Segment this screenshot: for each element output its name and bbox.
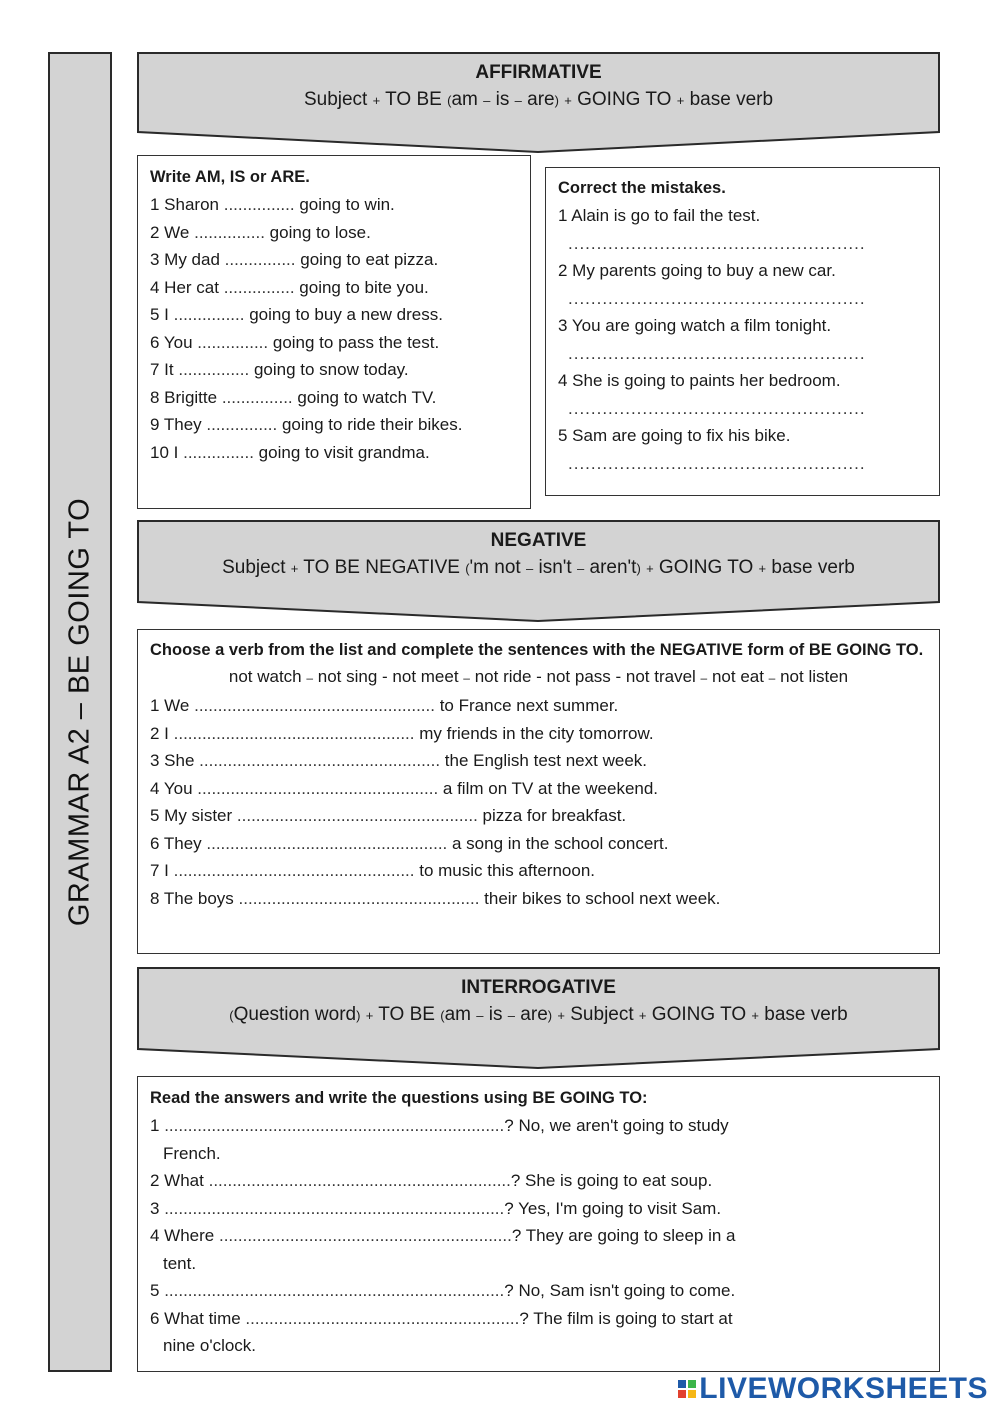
list-item: 10 I ............... going to visit grandma.: [150, 442, 430, 462]
negative-formula: Subject + TO BE NEGATIVE ('m not – isn't – aren't) + GOING TO + base verb: [222, 557, 855, 578]
list-item: 1 We ................................................... to France next summer.: [150, 696, 619, 715]
liveworksheets-logo: [678, 1372, 988, 1406]
verb-list: not watch – not sing - not meet – not ride - not pass - not travel – not eat – not listen: [228, 667, 849, 686]
side-title-bar: [48, 52, 112, 1372]
list-item: 3 You are going watch a film tonight.: [558, 316, 832, 335]
list-item: 5 I ............... going to buy a new dress.: [150, 305, 443, 324]
exercise-correct-mistakes-title: Correct the mistakes.: [558, 179, 726, 197]
list-item: 1 ........................................................................? No, we aren't going to study: [150, 1116, 729, 1135]
list-item: 4 She is going to paints her bedroom.: [558, 371, 841, 390]
list-item: 6 You ............... going to pass the test.: [150, 332, 440, 352]
answer-blank[interactable]: ....................................................: [568, 288, 866, 308]
list-item: 5 ........................................................................? No, Sam isn't going to come.: [150, 1281, 736, 1300]
list-item-continuation: nine o'clock.: [163, 1336, 257, 1355]
list-item: 8 The boys ................................................... their bikes to school next week.: [150, 888, 721, 908]
list-item: 6 What time ..........................................................? The film is going to start at: [150, 1308, 733, 1328]
negative-banner: [137, 520, 940, 624]
list-item: 3 She ................................................... the English test next week.: [150, 751, 647, 770]
interrogative-heading: INTERROGATIVE: [461, 977, 616, 998]
list-item-continuation: French.: [163, 1143, 221, 1163]
list-item: 4 Where ..............................................................? They are going to sleep in a: [150, 1226, 736, 1245]
interrogative-formula: (Question word) + TO BE (am – is – are) + Subject + GOING TO + base verb: [229, 1004, 848, 1025]
exercise-correct-mistakes: [545, 167, 940, 496]
list-item: 2 My parents going to buy a new car.: [558, 261, 836, 280]
answer-blank[interactable]: ....................................................: [568, 233, 866, 253]
list-item: 4 Her cat ............... going to bite you.: [150, 277, 429, 297]
list-item: 1 Sharon ............... going to win.: [150, 195, 395, 214]
list-item: 2 I ................................................... my friends in the city tomorrow.: [150, 723, 654, 743]
exercise-questions-title: Read the answers and write the questions using BE GOING TO:: [150, 1089, 648, 1107]
exercise-negative-form: [137, 629, 940, 954]
exercise-write-questions: [137, 1076, 940, 1372]
list-item: 5 Sam are going to fix his bike.: [558, 426, 791, 445]
list-item: 2 We ............... going to lose.: [150, 222, 371, 242]
exercise-am-is-are-title: Write AM, IS or ARE.: [150, 168, 310, 186]
list-item: 5 My sister ................................................... pizza for breakfast.: [150, 806, 627, 825]
list-item-continuation: tent.: [163, 1253, 197, 1273]
list-item: 2 What ................................................................? She is going to eat soup.: [150, 1171, 713, 1190]
list-item: 4 You ................................................... a film on TV at the weekend.: [150, 778, 659, 798]
list-item: 1 Alain is go to fail the test.: [558, 206, 761, 225]
interrogative-banner: [137, 967, 940, 1070]
exercise-negative-title: Choose a verb from the list and complete the sentences with the NEGATIVE form of BE GOING TO.: [150, 641, 924, 659]
exercise-am-is-are: [137, 155, 531, 509]
affirmative-formula: Subject + TO BE (am – is – are) + GOING TO + base verb: [303, 89, 774, 110]
answer-blank[interactable]: ....................................................: [568, 398, 866, 418]
list-item: 3 My dad ............... going to eat pizza.: [150, 250, 439, 269]
logo-text: LIVEWORKSHEETS: [699, 1372, 988, 1405]
list-item: 7 It ............... going to snow today.: [150, 360, 409, 379]
worksheet-title: GRAMMAR A2 – BE GOING TO: [63, 497, 96, 927]
affirmative-banner: [137, 52, 940, 154]
list-item: 7 I ................................................... to music this afternoon.: [150, 861, 595, 880]
list-item: 9 They ............... going to ride their bikes.: [150, 415, 463, 434]
logo-mark-icon: [678, 1380, 696, 1398]
negative-heading: NEGATIVE: [490, 530, 587, 551]
list-item: 6 They ................................................... a song in the school concert.: [150, 833, 669, 853]
list-item: 8 Brigitte ............... going to watch TV.: [150, 387, 437, 407]
answer-blank[interactable]: ....................................................: [568, 453, 866, 473]
list-item: 3 ........................................................................? Yes, I'm going to visit Sam.: [150, 1198, 722, 1218]
affirmative-heading: AFFIRMATIVE: [475, 62, 602, 83]
answer-blank[interactable]: ....................................................: [568, 343, 866, 363]
